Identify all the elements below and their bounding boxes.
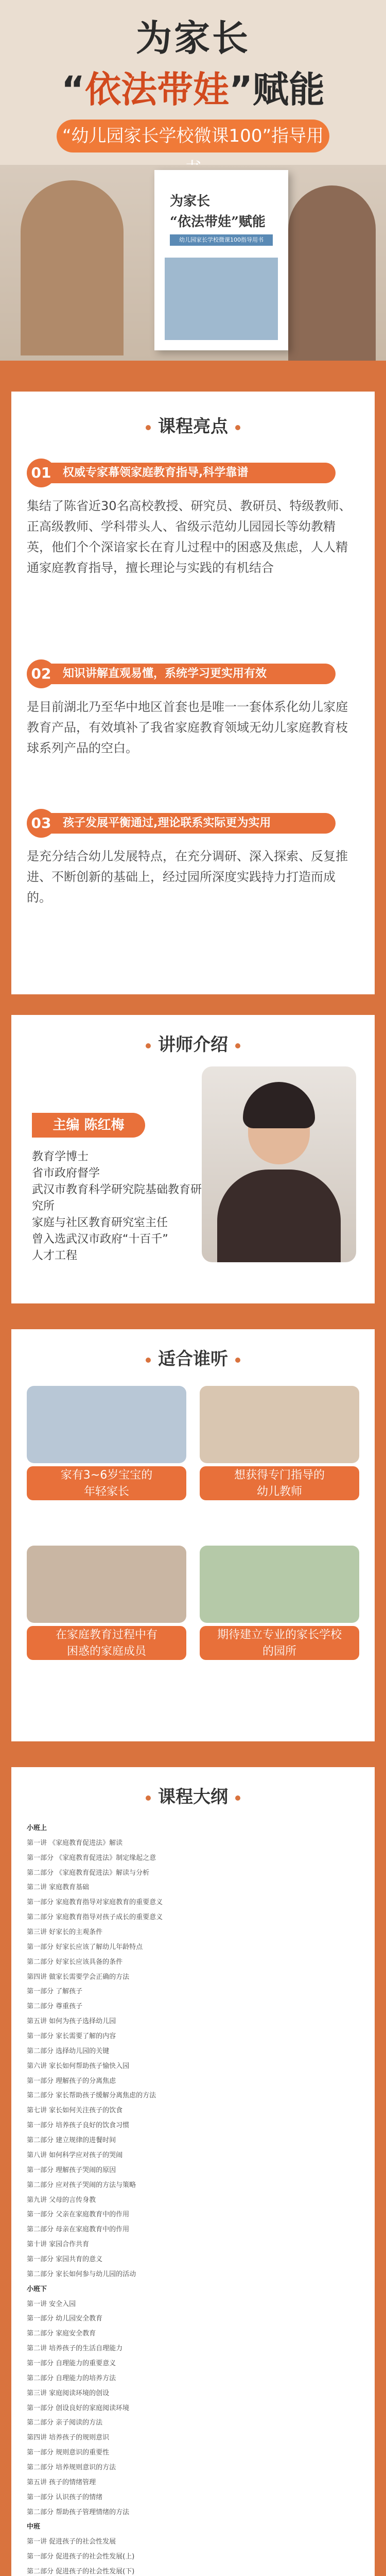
outline-line: 第一部分 认识孩子的情绪 (27, 2493, 103, 2501)
outline-line: 第二部分 母亲在家庭教育中的作用 (27, 2226, 130, 2234)
audience-item (27, 1386, 186, 1500)
hero-title-line2: “依法带娃”赋能 (61, 69, 325, 111)
outline-line: 第一部分 家园共育的意义 (27, 2255, 103, 2263)
outline-line: 第二部分 家长如何参与幼儿园的活动 (27, 2270, 136, 2278)
outline-line: 第二部分 应对孩子哭闹的方法与策略 (27, 2181, 136, 2189)
book-cover (154, 170, 288, 350)
book-subtitle: 幼儿园家长学校微课100指导用书 (170, 234, 273, 246)
outline-line: 第一部分 好家长应该了解幼儿年龄特点 (27, 1943, 143, 1951)
outline-line: 第二部分 培养规则意识的方法 (27, 2464, 116, 2471)
book-title-1: 为家长 (170, 194, 210, 209)
audience-card (11, 1329, 375, 1741)
outline-line: 第四讲 培养孩子的规则意识 (27, 2434, 110, 2442)
hero-title-line1: 为家长 (136, 17, 250, 59)
child-figure (21, 180, 124, 355)
audience-label: 家有3~6岁宝宝的 年轻家长 (27, 1466, 186, 1500)
outline-card (11, 1767, 375, 2576)
outline-line: 第一部分 自理能力的重要意义 (27, 2359, 116, 2367)
outline-line: 第三讲 好家长的主观条件 (27, 1928, 103, 1937)
outline-line: 第二部分 自理能力的培养方法 (27, 2374, 116, 2382)
audience-image (27, 1386, 186, 1463)
outline-line: 第一部分 幼儿园安全教育 (27, 2315, 103, 2323)
outline-line: 第二部分 建立规律的进餐时间 (27, 2137, 116, 2145)
outline-list (27, 1824, 359, 2576)
hero-banner (0, 0, 386, 361)
outline-line: 第一讲 安全入园 (27, 2300, 76, 2308)
outline-line: 第一部分 理解孩子哭闹的原因 (27, 2166, 116, 2174)
outline-line: 第二部分 促进孩子的社会性发展(下) (27, 2568, 135, 2576)
highlight-num: 02 (27, 659, 56, 688)
audience-title: 适合谁听 (11, 1345, 375, 1370)
outline-line: 第二部分 选择幼儿园的关键 (27, 2047, 110, 2055)
audience-item (27, 1546, 186, 1660)
outline-title: 课程大纲 (11, 1783, 375, 1808)
outline-group: 小班下 (27, 2285, 47, 2293)
book-cover-image (165, 258, 278, 340)
book-title-2: “依法带娃”赋能 (170, 214, 266, 230)
audience-image (27, 1546, 186, 1623)
outline-line: 第二部分 家庭安全教育 (27, 2330, 96, 2338)
outline-line: 第一部分 理解孩子的分离焦虑 (27, 2077, 116, 2085)
highlights-card (11, 392, 375, 994)
audience-item (200, 1386, 359, 1500)
outline-line: 第一部分 父亲在家庭教育中的作用 (27, 2211, 130, 2219)
outline-line: 第一讲 《家庭教育促进法》解读 (27, 1839, 123, 1847)
outline-line: 第二部分 亲子阅读的方法 (27, 2419, 103, 2427)
outline-line: 第二部分 尊重孩子 (27, 2003, 83, 2011)
outline-line: 第一部分 《家庭教育促进法》制定缘起之意 (27, 1854, 156, 1862)
outline-line: 第四讲 做家长需要学会正确的方法 (27, 1973, 130, 1981)
outline-line: 第五讲 孩子的情绪管理 (27, 2478, 96, 2486)
outline-line: 第九讲 父母的言传身教 (27, 2196, 96, 2204)
highlight-head: 权威专家幕领家庭教育指导,科学靠谱 (47, 463, 336, 483)
lecturer-info: 教育学博士 省市政府督学 武汉市教育科学研究院基础教育研究所 家庭与社区教育研究室主任 曾入选武汉市政府“十百千” 人才工程 (32, 1150, 202, 1262)
outline-line: 第二讲 培养孩子的生活自理能力 (27, 2345, 123, 2353)
outline-line: 第一部分 了解孩子 (27, 1988, 83, 1996)
outline-line: 第三讲 家庭阅读环境的创设 (27, 2389, 110, 2397)
highlight-num: 01 (27, 459, 56, 487)
highlight-text: 是目前湖北乃至华中地区首套也是唯一一套体系化幼儿家庭教育产品，有效填补了我省家庭教育领域无幼儿家庭教育枝球系列产品的空白。 (27, 700, 348, 755)
highlight-num: 03 (27, 809, 56, 838)
outline-line: 第二讲 家庭教育基础 (27, 1884, 90, 1892)
outline-line: 第一部分 促进孩子的社会性发展(上) (27, 2553, 135, 2561)
outline-line: 第二部分 家庭教育指导对孩子成长的重要意义 (27, 1913, 163, 1922)
outline-line: 第二部分 帮助孩子管理情绪的方法 (27, 2508, 130, 2516)
outline-line: 第六讲 家长如何帮助孩子愉快入园 (27, 2062, 130, 2070)
audience-label: 想获得专门指导的 幼儿教师 (200, 1466, 359, 1500)
outline-group: 小班上 (27, 1824, 47, 1832)
highlight-text: 集结了陈省近30名高校教授、研究员、教研员、特级教师、正高级教师、学科带头人、省级示范幼儿园园长等幼教精英，他们个个深谙家长在育儿过程中的困惑及焦虑，人人精通家庭教育指导，擅长理论与实践的有机结合 (27, 499, 352, 575)
highlight-text: 是充分结合幼儿发展特点，在充分调研、深入探索、反复推进、不断创新的基础上，经过园所深度实践持力打造而成的。 (27, 849, 348, 905)
lecturer-card (11, 1015, 375, 1303)
outline-line: 第二部分 《家庭教育促进法》解读与分析 (27, 1869, 150, 1877)
outline-line: 第二部分 家长帮助孩子缓解分离焦虑的方法 (27, 2092, 156, 2100)
audience-label: 在家庭教育过程中有 困惑的家庭成员 (27, 1626, 186, 1660)
outline-line: 第一讲 促进孩子的社会性发展 (27, 2538, 116, 2546)
outline-line: 第二部分 好家长应该具备的条件 (27, 1958, 123, 1966)
outline-line: 第一部分 培养孩子良好的饮食习惯 (27, 2122, 130, 2130)
outline-line: 第一部分 创设良好的家庭阅读环境 (27, 2404, 130, 2412)
outline-line: 第十讲 家园合作共育 (27, 2241, 90, 2249)
outline-line: 第七讲 家长如何关注孩子的饮食 (27, 2107, 123, 2115)
lecturer-name: 主编 陈红梅 (32, 1113, 145, 1138)
outline-line: 第八讲 如何科学应对孩子的哭闹 (27, 2151, 123, 2159)
highlights-title: 课程亮点 (11, 412, 375, 437)
audience-image (200, 1386, 359, 1463)
lecturer-title: 讲师介绍 (11, 1030, 375, 1056)
outline-line: 第一部分 家长需要了解的内容 (27, 2032, 116, 2041)
audience-item (200, 1546, 359, 1660)
outline-line: 第五讲 如何为孩子选择幼儿园 (27, 2018, 116, 2026)
outline-line: 第一部分 规则意识的重要性 (27, 2449, 110, 2457)
highlight-head: 知识讲解直观易懂，系统学习更实用有效 (47, 664, 336, 684)
hero-subtitle: “幼儿园家长学校微课100”指导用 (57, 120, 329, 152)
outline-line: 第一部分 家庭教育指导对家庭教育的重要意义 (27, 1899, 163, 1907)
audience-label: 期待建立专业的家长学校 的园所 (200, 1626, 359, 1660)
lecturer-photo-body (217, 1170, 341, 1262)
highlight-head: 孩子发展平衡通过,理论联系实际更为实用 (47, 813, 336, 834)
parent-figure (288, 185, 376, 361)
outline-group: 中班 (27, 2523, 41, 2531)
audience-image (200, 1546, 359, 1623)
